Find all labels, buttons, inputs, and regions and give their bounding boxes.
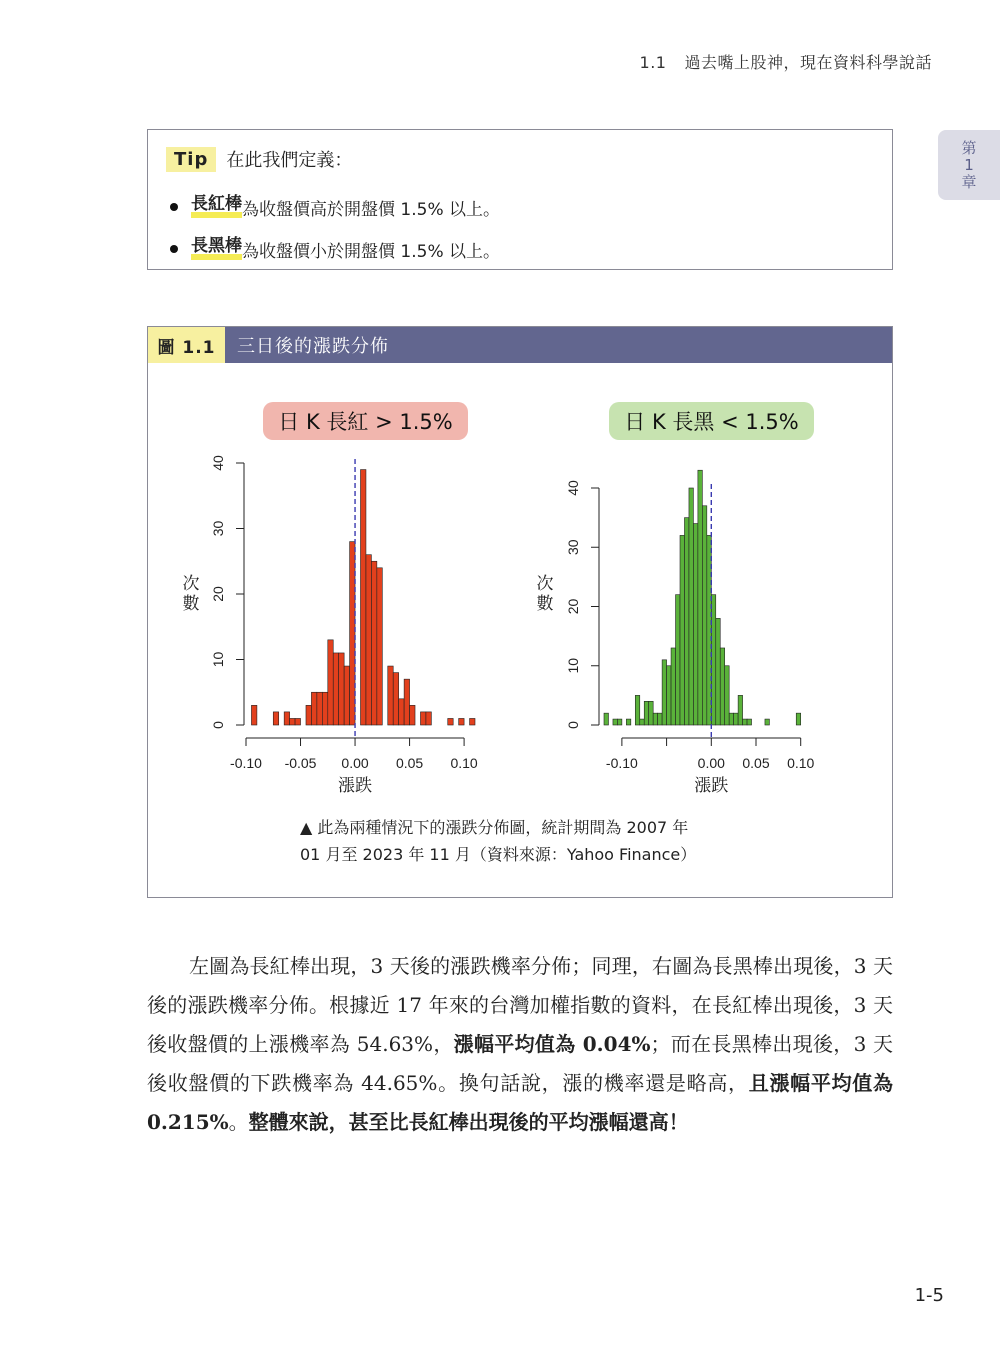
histogram-bar: [448, 718, 453, 725]
histogram-bar: [399, 699, 404, 725]
chapter-tab[interactable]: [938, 130, 1000, 200]
histogram-bar: [671, 648, 675, 725]
histogram-bar: [667, 666, 671, 725]
tip-term: 長黑棒: [191, 238, 242, 260]
chapter-tab-line2: 1: [964, 155, 974, 174]
histogram-bar: [388, 666, 393, 725]
histogram-bar: [649, 701, 653, 725]
y-tick-label: 10: [565, 657, 581, 674]
y-tick-label: 20: [210, 586, 226, 602]
x-tick-label: 0.00: [341, 755, 369, 771]
tip-text: 為收盤價小於開盤價 1.5% 以上。: [242, 241, 500, 262]
histogram-bar: [328, 640, 333, 725]
histogram-bar: [662, 660, 666, 725]
y-tick-label: 0: [565, 721, 581, 729]
figure-number: 圖 1.1: [148, 327, 225, 363]
histogram-bar: [617, 719, 621, 725]
x-tick-label: -0.10: [230, 755, 262, 771]
histogram-bar: [295, 718, 300, 725]
histogram-bar: [322, 692, 327, 725]
histogram-bar: [459, 718, 464, 725]
x-tick-label: 0.05: [742, 755, 770, 771]
x-axis-label: 漲跌: [338, 776, 373, 795]
histogram-bar: [339, 653, 344, 725]
histogram-bar: [311, 692, 316, 725]
tip-item: [170, 186, 500, 228]
chapter-tab-line3: 章: [961, 172, 977, 191]
body-bold-run: 漲幅平均值為 0.04%: [453, 1032, 651, 1056]
histogram-bar: [306, 705, 311, 725]
body-text-run: 左圖為長紅棒出現，3 天後的漲跌機率分佈；同理，右圖為長黑棒出現後，3 天後的漲跌機率分佈。根據近 17 年來的台灣加權指數的資料，在長紅棒出現後，3 天後收盤價的上漲機率為 54.63%，: [147, 954, 893, 1056]
chart-title-red: 日 K 長紅 > 1.5%: [263, 402, 468, 440]
chapter-tab-line1: 第: [961, 138, 977, 157]
y-axis-label-char: 數: [536, 594, 554, 614]
histogram-bar: [698, 470, 702, 725]
tip-item: [170, 228, 500, 270]
histogram-bar: [734, 713, 738, 725]
histogram-bar: [410, 705, 415, 725]
histogram-bar: [344, 666, 349, 725]
histogram-bar: [426, 712, 431, 725]
histogram-bar: [684, 518, 688, 725]
tip-term: 長紅棒: [191, 196, 242, 218]
histogram-bar: [371, 561, 376, 725]
histogram-bar: [420, 712, 425, 725]
body-bold-run: 整體來說，甚至比長紅棒出現後的平均漲幅還高！: [248, 1110, 689, 1134]
running-header: [640, 50, 932, 73]
caption-line: ▲ 此為兩種情況下的漲跌分佈圖，統計期間為 2007 年: [300, 818, 689, 837]
histogram-bar: [680, 535, 684, 725]
histogram-bar: [350, 542, 355, 725]
x-tick-label: 0.05: [395, 755, 424, 771]
histogram-bar: [743, 719, 747, 725]
y-tick-label: 20: [565, 598, 581, 615]
caption-line: 01 月至 2023 年 11 月（資料來源：Yahoo Finance）: [300, 845, 697, 864]
body-text-run: 。: [228, 1110, 249, 1134]
y-tick-label: 40: [210, 455, 226, 471]
y-tick-label: 30: [210, 520, 226, 537]
y-axis-label: [537, 574, 554, 614]
histogram-bar: [377, 568, 382, 725]
histogram-bar: [716, 618, 720, 725]
figure-title: 三日後的漲跌分佈: [237, 336, 389, 357]
section-title: 過去嘴上股神，現在資料科學說話: [684, 53, 932, 72]
histogram-bar: [693, 524, 697, 725]
histogram-bar: [676, 595, 680, 725]
histogram-bar: [284, 712, 289, 725]
histogram-bar: [470, 718, 475, 725]
section-number: 1.1: [639, 53, 667, 72]
histogram-bar: [626, 719, 630, 725]
histogram-bar: [604, 713, 608, 725]
tip-box: [147, 129, 893, 270]
histogram-bar: [361, 470, 366, 725]
x-tick-label: -0.05: [284, 755, 317, 771]
histogram-bar: [796, 713, 800, 725]
histogram-bar: [290, 718, 295, 725]
figure-box: [147, 326, 893, 898]
y-axis-label-char: 次: [536, 574, 554, 594]
x-tick-label: -0.10: [605, 755, 638, 771]
histogram-bar: [273, 712, 278, 725]
tip-intro: 在此我們定義：: [226, 150, 353, 171]
histogram-bar: [689, 488, 693, 725]
histogram-bar: [404, 679, 409, 725]
x-tick-label: 0.00: [697, 755, 725, 771]
histogram-bar: [644, 701, 648, 725]
histogram-bar: [317, 692, 322, 725]
histogram-bar: [720, 648, 724, 725]
histogram-bar: [635, 695, 639, 725]
histogram-bar: [393, 673, 398, 725]
histogram-bar: [747, 719, 751, 725]
y-tick-label: 30: [565, 539, 581, 556]
histogram-charts: [148, 327, 894, 807]
histogram-bar: [653, 713, 657, 725]
histogram-bar: [251, 705, 256, 725]
tip-list: [170, 186, 500, 270]
body-text-run: ；而在長黑棒出現後，3 天後收盤價的下跌機率為 44.65%。換句話說，漲的機率還是略高，: [147, 1032, 893, 1095]
figure-caption: [300, 814, 696, 868]
bullet-icon: [170, 245, 178, 253]
tip-text: 為收盤價高於開盤價 1.5% 以上。: [242, 199, 500, 220]
histogram-bar: [725, 666, 729, 725]
histogram-bar: [333, 653, 338, 725]
bullet-icon: [170, 203, 178, 211]
chart-title-green: 日 K 長黑 < 1.5%: [609, 402, 814, 440]
y-axis-label-char: 數: [182, 594, 200, 614]
histogram-bar: [613, 719, 617, 725]
histogram-bar: [738, 695, 742, 725]
tip-header: [166, 146, 352, 172]
x-tick-label: 0.10: [787, 755, 815, 771]
body-paragraph: [147, 947, 893, 1142]
x-tick-label: 0.10: [450, 755, 478, 771]
y-tick-label: 10: [210, 651, 226, 668]
histogram-bar: [658, 713, 662, 725]
x-axis-label: 漲跌: [694, 776, 729, 795]
tip-badge: Tip: [166, 147, 216, 172]
histogram-bar: [640, 719, 644, 725]
y-tick-label: 40: [565, 480, 581, 496]
page-number: 1-5: [914, 1285, 944, 1306]
y-tick-label: 0: [210, 721, 226, 729]
histogram-bar: [729, 713, 733, 725]
histogram-bar: [366, 555, 371, 725]
histogram-bar: [765, 719, 769, 725]
y-axis-label: [183, 574, 200, 614]
histogram-bar: [702, 506, 706, 725]
body-bold-run: 且漲幅平均值為 0.215%: [147, 1071, 894, 1134]
y-axis-label-char: 次: [182, 574, 200, 594]
